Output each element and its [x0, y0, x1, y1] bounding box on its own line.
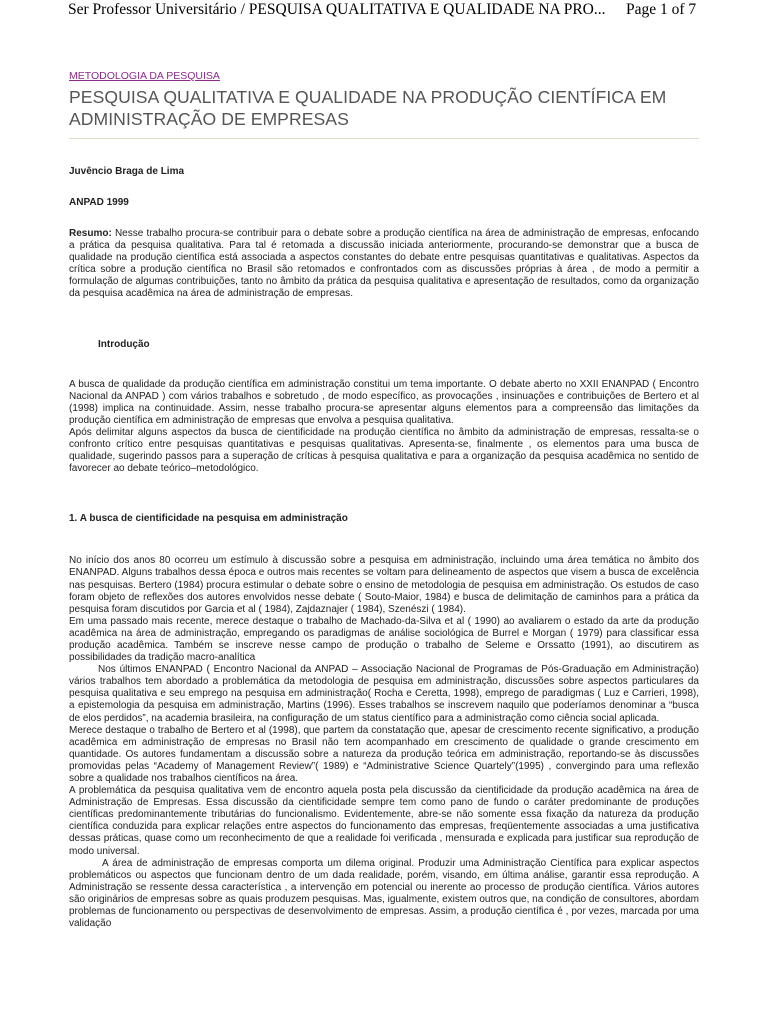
abstract-label: Resumo: — [69, 228, 112, 239]
category-link[interactable]: METODOLOGIA DA PESQUISA — [69, 70, 220, 82]
page-number: Page 1 of 7 — [626, 1, 697, 18]
author-name: Juvêncio Braga de Lima — [69, 166, 185, 177]
article-title: PESQUISA QUALITATIVA E QUALIDADE NA PRODUÇÃO CIENTÍFICA EM ADMINISTRAÇÃO DE EMPRESAS — [69, 87, 667, 129]
intro-paragraph-1: A busca de qualidade da produção científica em administração constitui um tema importante. O debate aberto no XXII ENANPAD ( Encontro Nacional da ANPAD ) com vários trabalhos e sobretudo , de modo específico, as provocações , insinuações e contribuições de Bertero et al (1998) implica na continuidade. Assim, nesse trabalho procura-se apresentar alguns elementos para a compreensão das limitações da produção científica em administração de empresas que envolva a pesquisa qualitativa. — [69, 378, 699, 426]
article — [69, 66, 699, 930]
abstract — [69, 228, 699, 301]
section1-paragraph-5: A problemática da pesquisa qualitativa vem de encontro aquela posta pela discussão da cientificidade da produção acadêmica na área de Administração de Empresas. Essa discussão da cientificidade sempre tem como pano de fundo o caráter predominante de produções científicas predominantemente tributárias do funcionalismo. Evidentemente, abre-se não somente essa fixação da natureza da produção científica conduzida para explicar relações entre aspectos do funcionamento das empresas, freqüentemente associadas a uma justificativa dessas práticas, quase como um reconhecimento de que a realidade foi verificada , mensurada e explicada para justificar sua reprodução de modo universal. — [69, 785, 699, 857]
title-divider — [69, 138, 699, 139]
section1-heading: 1. A busca de cientificidade na pesquisa em administração — [69, 513, 348, 525]
event-label: ANPAD 1999 — [69, 197, 129, 208]
intro-paragraph-2: Após delimitar alguns aspectos da busca de cientificidade na produção científica no âmbito da administração de empresas, ressalta-se o confronto crítico entre pesquisas quantitativas e pesquisas qualitativas. Apresenta-se, finalmente , os elementos para uma busca de qualidade, sugerindo passos para a superação de críticas à pesquisa qualitativa e para a organização da pesquisa acadêmica no sentido de favorecer ao debate teórico–metodológico. — [69, 426, 699, 475]
section1-paragraph-3: Nos últimos ENANPAD ( Encontro Nacional da ANPAD – Associação Nacional de Programas de Pós-Graduação em Administração) vários trabalhos tem abordado a problemática da metodologia de pesquisa em administração, discussões sobre aspectos particulares da pesquisa qualitativa e seu emprego na pesquisa em administração( Rocha e Ceretta, 1998), emprego de paradigmas ( Luz e Carrieri, 1998), a epistemologia da pesquisa em administração, Martins (1996). Esses trabalhos se inscrevem naquilo que poderíamos denominar a “busca de elos perdidos”, na academia brasileira, na configuração de um status científico para a administração como ciência social aplicada. — [69, 664, 699, 724]
intro-heading: Introdução — [98, 338, 150, 350]
print-header-title: Ser Professor Universitário / PESQUISA QUALITATIVA E QUALIDADE NA PRO... — [68, 1, 606, 18]
section1-paragraph-1: No início dos anos 80 ocorreu um estímulo à discussão sobre a pesquisa em administração, incluindo uma área temática no âmbito dos ENANPAD. Alguns trabalhos dessa época e outros mais recentes se voltam para delineamento de aspectos que visem a busca de excelência nas pesquisas. Bertero (1984) procura estimular o debate sobre o ensino de metodologia de pesquisa em administração. Os estudos de caso foram objeto de reflexões dos autores envolvidos nesse debate ( Souto-Maior, 1984) e busca de delimitação de caminhos para a prática da pesquisa foram discutidos por Garcia et al ( 1984), Zajdaznajer ( 1984), Szenészi ( 1984). — [69, 555, 699, 615]
section1-paragraph-6: A área de administração de empresas comporta um dilema original. Produzir uma Administração Científica para explicar aspectos problemáticos ou aspectos que funcionam dentro de um dada realidade, porém, visando, em última análise, garantir essa reprodução. A Administração se ressente dessa característica , a intervenção em potencial ou inerente ao processo de produção científica. Vários autores são originários de empresas sobre as quais produzem pesquisas. Mas, igualmente, existem outros que, na condição de consultores, abordam problemas de funcionamento ou perspectivas de desenvolvimento de empresas. Assim, a produção científica é , por vezes, marcada por uma validação — [69, 857, 699, 930]
abstract-text: Nesse trabalho procura-se contribuir para o debate sobre a produção científica na área de administração de empresas, enfocando a prática da pesquisa qualitativa. Para tal é retomada a discussão iniciada anteriormente, procurando-se demonstrar que a busca de qualidade na produção científica está associada a aspectos constantes do debate entre pesquisas quantitativas e qualitativas. Aspectos da crítica sobre a produção científica no Brasil são retomados e confrontados com as discussões próprias à área , de modo a permitir a formulação de algumas contribuições, tanto no âmbito da prática da pesquisa qualitativa e apresentação de resultados, como da organização da pesquisa acadêmica na área de administração de empresas. — [69, 228, 699, 300]
print-header — [0, 0, 768, 22]
section1-paragraph-2: Em uma passado mais recente, merece destaque o trabalho de Machado-da-Silva et al ( 1990) ao avaliarem o estado da arte da produção acadêmica na área de administração, empregando os paradigmas de análise sociológica de Burrel e Morgan ( 1979) para classificar essa produção acadêmica. Também se inscreve nesse campo de produção o trabalho de Seleme e Orssatto (1991), ao discutirem as possibilidades da tradição macro-analítica — [69, 615, 699, 664]
section1-paragraph-4: Merece destaque o trabalho de Bertero et al (1998), que partem da constatação que, apesar de crescimento recente significativo, a produção acadêmica em administração de empresas no Brasil não tem acompanhado em crescimento de qualidade o grande crescimento em quantidade. Os autores fundamentam a discussão sobre a natureza da produção teórica em administração, reportando-se às discussões promovidas pelas “Academy of Management Review”( 1989) e “Administrative Science Quartely”(1995) , convergindo para uma reflexão sobre a qualidade nos trabalhos científicos na área. — [69, 724, 699, 784]
